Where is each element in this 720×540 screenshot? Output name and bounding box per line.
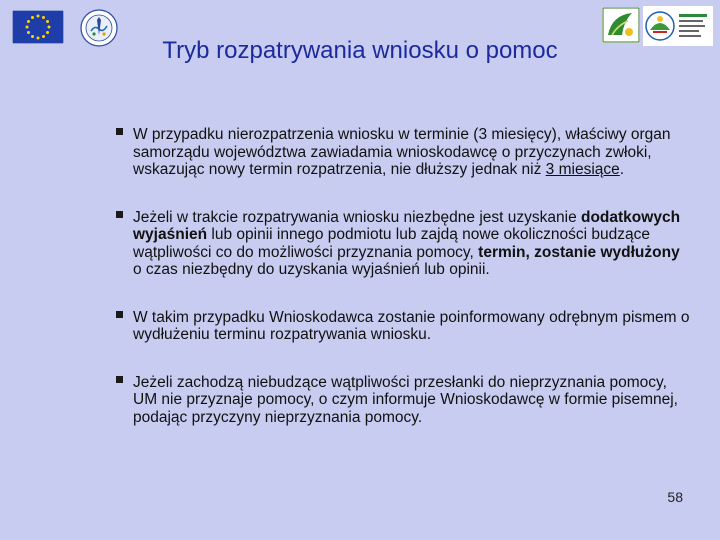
eu-star-icon	[31, 16, 34, 19]
eu-star-icon	[42, 16, 45, 19]
text-segment: lub opinii innego podmiotu lub zajdą nowe okoliczności budzące wątpliwości co do możliwości przyznania pomocy,	[133, 226, 650, 261]
eu-star-icon	[48, 26, 51, 29]
list-item	[106, 126, 691, 179]
bullet-text	[133, 209, 691, 279]
text-segment: Jeżeli w trakcie rozpatrywania wniosku niezbędne jest uzyskanie	[133, 208, 581, 226]
bullet-list	[106, 126, 691, 456]
bullet-text	[133, 126, 691, 179]
eu-star-icon	[26, 26, 29, 29]
eu-star-icon	[46, 31, 49, 34]
page-number: 58	[667, 489, 683, 505]
underlined-term: 3 miesiące	[545, 161, 620, 178]
eu-star-icon	[27, 31, 30, 34]
bullet-text	[133, 309, 691, 344]
eu-star-icon	[37, 15, 40, 18]
page-title: Tryb rozpatrywania wniosku o pomoc	[162, 37, 558, 64]
square-bullet-icon	[116, 211, 123, 218]
text-segment: o czas niezbędny do uzyskania wyjaśnień lub opinii.	[133, 261, 490, 278]
square-bullet-icon	[116, 311, 123, 318]
text-segment: Jeżeli zachodzą niebudzące wątpliwości przesłanki do nieprzyznania pomocy, UM nie przyznaje pomocy, o czym informuje Wnioskodawcę w formie pisemnej, podając przyczyny nieprzyznania pomocy.	[133, 373, 678, 426]
text-segment: W przypadku nierozpatrzenia wniosku w terminie (3 miesięcy), właściwy organ samorządu województwa zawiadamia wnioskodawcę o przyczynach zwłoki, wskazując nowy termin rozpatrzenia, nie dłuższy jednak niż	[133, 126, 671, 178]
square-bullet-icon	[116, 376, 123, 383]
square-bullet-icon	[116, 128, 123, 135]
text-segment: .	[619, 161, 625, 178]
eu-star-icon	[46, 20, 49, 23]
bold-term: dodatkowych wyjaśnień	[133, 208, 681, 243]
list-item	[106, 209, 691, 279]
bullet-text	[133, 374, 691, 427]
eu-star-icon	[27, 20, 30, 23]
text-segment: W takim przypadku Wnioskodawca zostanie poinformowany odrębnym pismem o wydłużeniu terminu rozpatrywania wniosku.	[133, 308, 690, 343]
bold-term: termin, zostanie wydłużony	[478, 243, 680, 261]
list-item	[106, 374, 691, 427]
list-item	[106, 309, 691, 344]
